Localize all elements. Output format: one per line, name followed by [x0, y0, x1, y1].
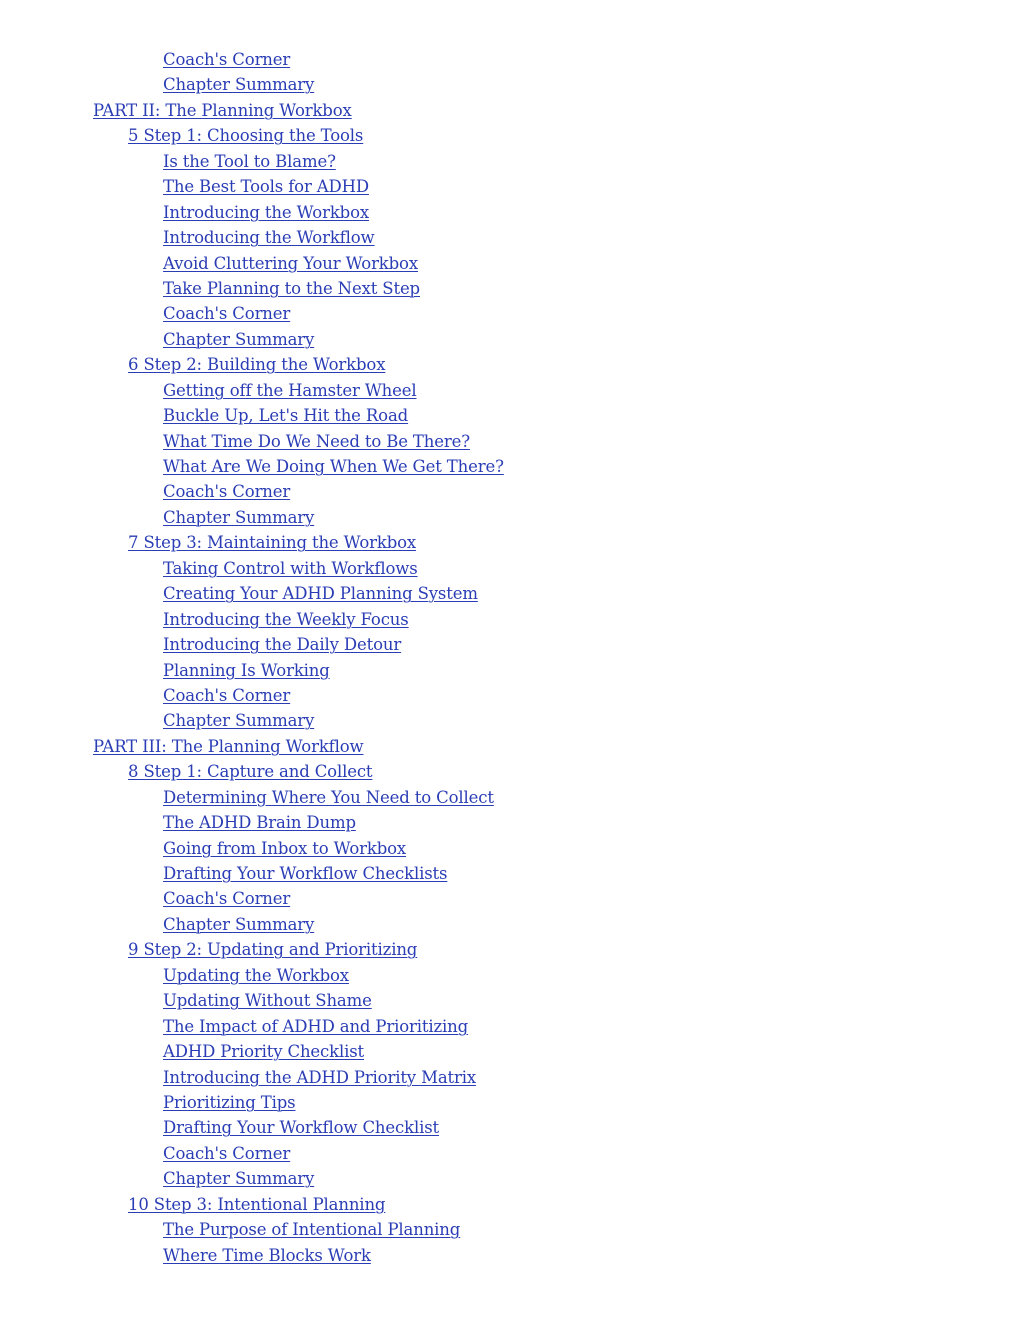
- toc-chapter-item: [0, 937, 1020, 962]
- toc-chapter-item: [0, 759, 1020, 784]
- toc-section-link[interactable]: Is the Tool to Blame?: [163, 151, 336, 171]
- toc-section-item: [0, 1166, 1020, 1191]
- toc-section-item: [0, 301, 1020, 326]
- toc-section-item: [0, 556, 1020, 581]
- toc-section-link[interactable]: Coach's Corner: [163, 889, 291, 909]
- toc-section-item: [0, 454, 1020, 479]
- toc-section-link[interactable]: Creating Your ADHD Planning System: [163, 584, 478, 604]
- toc-chapter-link[interactable]: 8 Step 1: Capture and Collect: [128, 762, 373, 782]
- toc-chapter-link[interactable]: 10 Step 3: Intentional Planning: [128, 1194, 386, 1214]
- toc-section-link[interactable]: Planning Is Working: [163, 660, 330, 680]
- toc-part-link[interactable]: PART III: The Planning Workflow: [93, 736, 364, 756]
- toc-section-item: [0, 912, 1020, 937]
- toc-section-link[interactable]: The Impact of ADHD and Prioritizing: [163, 1016, 469, 1036]
- toc-section-item: [0, 1217, 1020, 1242]
- toc-section-item: [0, 1243, 1020, 1268]
- toc-part-item: [0, 98, 1020, 123]
- toc-section-link[interactable]: Chapter Summary: [163, 914, 315, 934]
- toc-section-item: [0, 276, 1020, 301]
- toc-section-item: [0, 836, 1020, 861]
- toc-section-link[interactable]: What Time Do We Need to Be There?: [163, 431, 470, 451]
- toc-section-link[interactable]: What Are We Doing When We Get There?: [163, 457, 504, 476]
- toc-section-link[interactable]: Introducing the Weekly Focus: [163, 609, 409, 629]
- toc-section-link[interactable]: Coach's Corner: [163, 685, 291, 705]
- toc-section-item: [0, 1065, 1020, 1090]
- toc-section-item: [0, 47, 1020, 72]
- toc-section-item: [0, 683, 1020, 708]
- toc-chapter-item: [0, 123, 1020, 148]
- toc-section-link[interactable]: The Purpose of Intentional Planning: [163, 1220, 461, 1240]
- toc-section-link[interactable]: Chapter Summary: [163, 507, 315, 527]
- toc-section-link[interactable]: The Best Tools for ADHD: [163, 177, 369, 197]
- toc-chapter-link[interactable]: 7 Step 3: Maintaining the Workbox: [128, 533, 417, 553]
- toc-section-link[interactable]: Coach's Corner: [163, 482, 291, 502]
- toc-section-item: [0, 72, 1020, 97]
- toc-section-item: [0, 810, 1020, 835]
- toc-section-link[interactable]: Introducing the ADHD Priority Matrix: [163, 1067, 477, 1087]
- toc-section-link[interactable]: Avoid Cluttering Your Workbox: [163, 253, 419, 273]
- toc-section-link[interactable]: Introducing the Workflow: [163, 228, 375, 248]
- toc-section-item: [0, 1039, 1020, 1064]
- toc-chapter-item: [0, 1192, 1020, 1217]
- toc-chapter-link[interactable]: 5 Step 1: Choosing the Tools: [128, 126, 364, 146]
- toc-section-item: [0, 1115, 1020, 1140]
- toc-section-link[interactable]: Chapter Summary: [163, 1169, 315, 1189]
- toc-section-link[interactable]: Taking Control with Workflows: [163, 558, 418, 578]
- toc-section-link[interactable]: Coach's Corner: [163, 304, 291, 324]
- toc-section-link[interactable]: Determining Where You Need to Collect: [163, 787, 494, 807]
- toc-section-item: [0, 632, 1020, 657]
- toc-section-link[interactable]: The ADHD Brain Dump: [163, 813, 356, 833]
- toc-section-link[interactable]: Going from Inbox to Workbox: [163, 838, 407, 858]
- toc-section-item: [0, 479, 1020, 504]
- toc-section-item: [0, 327, 1020, 352]
- toc-section-item: [0, 429, 1020, 454]
- toc-section-link[interactable]: Prioritizing Tips: [163, 1092, 296, 1112]
- toc-chapter-link[interactable]: 6 Step 2: Building the Workbox: [128, 355, 386, 375]
- toc-section-link[interactable]: Coach's Corner: [163, 50, 291, 69]
- toc-section-item: [0, 581, 1020, 606]
- toc-section-link[interactable]: Updating the Workbox: [163, 965, 349, 985]
- toc-section-item: [0, 1014, 1020, 1039]
- toc-section-item: [0, 785, 1020, 810]
- toc-section-item: [0, 225, 1020, 250]
- toc-section-item: [0, 988, 1020, 1013]
- toc-section-link[interactable]: Chapter Summary: [163, 711, 315, 731]
- toc-section-item: [0, 886, 1020, 911]
- toc-part-link[interactable]: PART II: The Planning Workbox: [93, 100, 352, 120]
- toc-section-item: [0, 149, 1020, 174]
- toc-chapter-item: [0, 352, 1020, 377]
- toc-section-link[interactable]: Getting off the Hamster Wheel: [163, 380, 417, 400]
- toc-section-link[interactable]: Chapter Summary: [163, 329, 315, 349]
- toc-section-link[interactable]: Coach's Corner: [163, 1143, 291, 1163]
- toc-section-link[interactable]: Updating Without Shame: [163, 991, 372, 1011]
- toc-section-item: [0, 658, 1020, 683]
- toc-section-item: [0, 708, 1020, 733]
- toc-section-link[interactable]: Drafting Your Workflow Checklists: [163, 864, 448, 883]
- toc-section-item: [0, 200, 1020, 225]
- toc-chapter-item: [0, 530, 1020, 555]
- toc-section-item: [0, 505, 1020, 530]
- toc-section-link[interactable]: Introducing the Daily Detour: [163, 635, 402, 655]
- table-of-contents: [0, 47, 1020, 1268]
- toc-section-link[interactable]: Introducing the Workbox: [163, 202, 370, 222]
- toc-section-link[interactable]: Take Planning to the Next Step: [163, 278, 420, 298]
- toc-chapter-link[interactable]: 9 Step 2: Updating and Prioritizing: [128, 940, 418, 960]
- toc-section-item: [0, 1090, 1020, 1115]
- toc-section-item: [0, 403, 1020, 428]
- toc-section-link[interactable]: Where Time Blocks Work: [163, 1245, 371, 1265]
- toc-section-link[interactable]: Chapter Summary: [163, 75, 315, 95]
- toc-section-link[interactable]: ADHD Priority Checklist: [163, 1042, 365, 1062]
- toc-section-item: [0, 1141, 1020, 1166]
- toc-section-item: [0, 251, 1020, 276]
- toc-section-link[interactable]: Drafting Your Workflow Checklist: [163, 1118, 440, 1138]
- toc-part-item: [0, 734, 1020, 759]
- toc-section-link[interactable]: Buckle Up, Let's Hit the Road: [163, 406, 409, 426]
- toc-section-item: [0, 174, 1020, 199]
- toc-section-item: [0, 378, 1020, 403]
- toc-section-item: [0, 607, 1020, 632]
- toc-section-item: [0, 963, 1020, 988]
- toc-section-item: [0, 861, 1020, 886]
